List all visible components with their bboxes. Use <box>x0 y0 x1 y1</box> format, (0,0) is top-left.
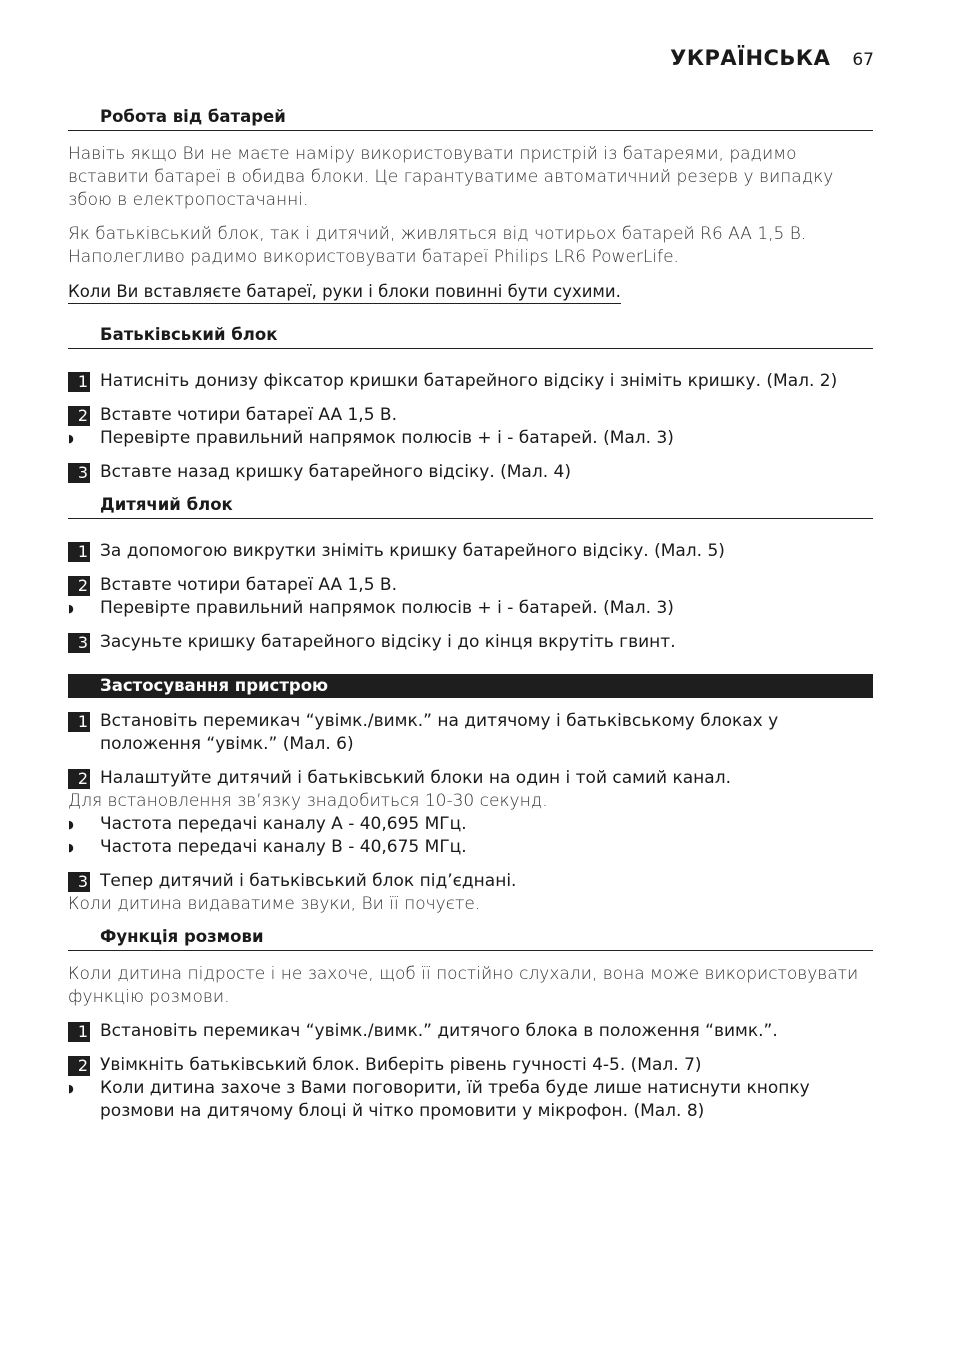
step-item <box>68 540 873 563</box>
step-number: 1 <box>68 372 90 392</box>
step-text: Увімкніть батьківський блок. Виберіть рівень гучності 4-5. (Мал. 7) <box>100 1055 702 1075</box>
section-heading-baby-unit: Дитячий блок <box>68 494 873 519</box>
step-item <box>68 1054 873 1077</box>
step-text: Вставте назад кришку батарейного відсіку. (Мал. 4) <box>100 462 571 482</box>
warning-text: Коли Ви вставляєте батареї, руки і блоки повинні бути сухими. <box>68 280 621 304</box>
bullet-text: Перевірте правильний напрямок полюсів + і - батарей. (Мал. 3) <box>100 428 674 448</box>
step-item <box>68 404 873 427</box>
step-text: Вставте чотири батареї AA 1,5 В. <box>100 575 397 595</box>
bullet-item <box>68 813 873 836</box>
paragraph: Коли дитина підросте і не захоче, щоб її постійно слухали, вона може використовувати функцію розмови. <box>68 964 859 1007</box>
language-title: УКРАЇНСЬКА <box>670 46 831 70</box>
section-heading-batteries: Робота від батарей <box>68 106 873 131</box>
step-number: 1 <box>68 1022 90 1042</box>
step-number: 3 <box>68 633 90 653</box>
step-number: 2 <box>68 1056 90 1076</box>
bullet-item <box>68 1077 873 1123</box>
step-number: 3 <box>68 872 90 892</box>
note-text: Для встановлення зв’язку знадобиться 10-30 секунд. <box>68 791 548 811</box>
step-item <box>68 1020 873 1043</box>
step-item <box>68 710 873 756</box>
step-text: Вставте чотири батареї AA 1,5 В. <box>100 405 397 425</box>
step-number: 2 <box>68 406 90 426</box>
note-text: Коли дитина видаватиме звуки, Ви її почуєте. <box>68 894 481 914</box>
section-heading-talk-function: Функція розмови <box>68 926 873 951</box>
step-text: Встановіть перемикач “увімк./вимк.” дитячого блока в положення “вимк.”. <box>100 1021 778 1041</box>
page-number: 67 <box>852 50 874 70</box>
step-number: 1 <box>68 542 90 562</box>
bullet-icon: ◗ <box>68 602 74 615</box>
step-text: Встановіть перемикач “увімк./вимк.” на дитячому і батьківському блоках у положення “увімк.” (Мал. 6) <box>100 711 779 754</box>
step-number: 3 <box>68 463 90 483</box>
bullet-icon: ◗ <box>68 818 74 831</box>
step-text: Тепер дитячий і батьківський блок під’єднані. <box>100 871 517 891</box>
bullet-text: Перевірте правильний напрямок полюсів + і - батарей. (Мал. 3) <box>100 598 674 618</box>
bullet-icon: ◗ <box>68 1082 74 1095</box>
bullet-text: Частота передачі каналу A - 40,695 МГц. <box>100 814 467 834</box>
bullet-icon: ◗ <box>68 841 74 854</box>
paragraph: Навіть якщо Ви не маєте наміру використовувати пристрій із батареями, радимо вставити батареї в обидва блоки. Це гарантуватиме автоматичний резерв у випадку збою в електропостачанні. <box>68 144 834 210</box>
step-item <box>68 631 873 654</box>
step-number: 2 <box>68 769 90 789</box>
step-text: Налаштуйте дитячий і батьківський блоки на один і той самий канал. <box>100 768 731 788</box>
step-text: Натисніть донизу фіксатор кришки батарейного відсіку і зніміть кришку. (Мал. 2) <box>100 371 838 391</box>
step-item <box>68 574 873 597</box>
bullet-text: Коли дитина захоче з Вами поговорити, їй треба буде лише натиснути кнопку розмови на дитячому блоці й чітко промовити у мікрофон. (Мал. 8) <box>100 1078 810 1121</box>
step-item <box>68 767 873 790</box>
step-item <box>68 870 873 893</box>
bullet-item <box>68 597 873 620</box>
step-text: Засуньте кришку батарейного відсіку і до кінця вкрутіть гвинт. <box>100 632 676 652</box>
step-item <box>68 461 873 484</box>
section-heading-parent-unit: Батьківський блок <box>68 324 873 349</box>
paragraph: Як батьківський блок, так і дитячий, живляться від чотирьох батарей R6 AA 1,5 В. Наполегливо радимо використовувати батареї Philips LR6 PowerLife. <box>68 224 807 267</box>
step-number: 1 <box>68 712 90 732</box>
section-heading-using-device: Застосування пристрою <box>68 674 873 698</box>
step-number: 2 <box>68 576 90 596</box>
bullet-item <box>68 836 873 859</box>
page-content <box>68 106 873 1123</box>
bullet-text: Частота передачі каналу B - 40,675 МГц. <box>100 837 467 857</box>
bullet-icon: ◗ <box>68 432 74 445</box>
bullet-item <box>68 427 873 450</box>
step-text: За допомогою викрутки зніміть кришку батарейного відсіку. (Мал. 5) <box>100 541 725 561</box>
page-header <box>670 46 874 70</box>
step-item <box>68 370 873 393</box>
